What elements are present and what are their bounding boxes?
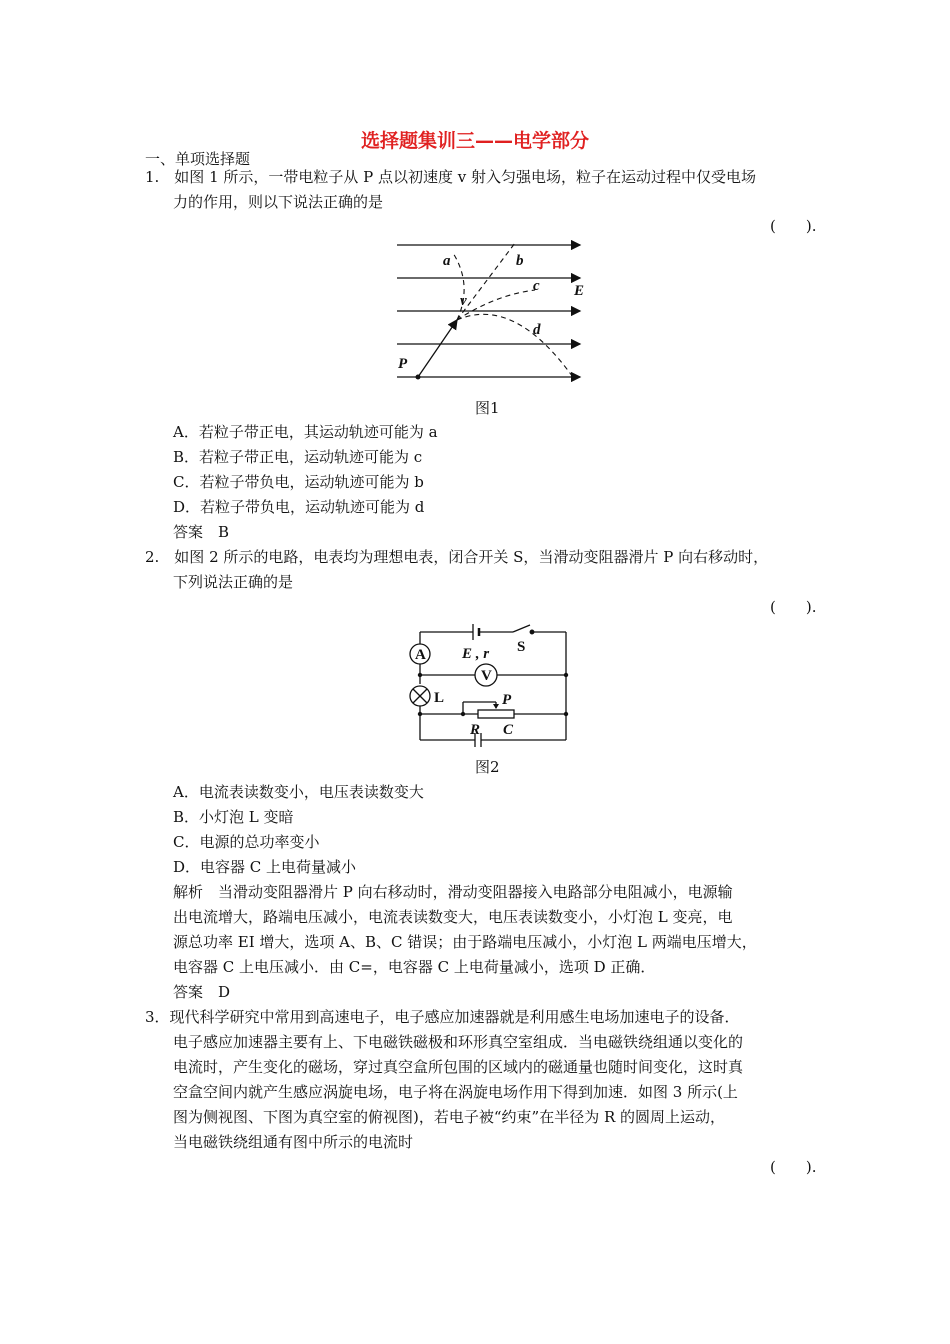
- q2-analysis-line3: 源总功率 EI 增大，选项 A、B、C 错误；由于路端电压减小，小灯泡 L 两端电压增大，: [173, 933, 757, 951]
- q1-answer-blank: ( ).: [770, 217, 817, 235]
- voltmeter-label: V: [481, 668, 492, 684]
- label-v: v: [460, 293, 467, 309]
- q3-answer-blank: ( ).: [770, 1158, 817, 1176]
- q2-circuit-figure: [398, 620, 578, 750]
- section-heading: 一、单项选择题: [145, 150, 251, 168]
- label-a: a: [443, 253, 451, 269]
- q2-analysis-line4: 电容器 C 上电压减小．由 C=，电容器 C 上电荷量减小，选项 D 正确．: [173, 958, 656, 976]
- q2-option-d: D．电容器 C 上电荷量减小: [173, 858, 357, 876]
- q2-analysis-line1: 解析 当滑动变阻器滑片 P 向右移动时，滑动变阻器接入电路部分电阻减小，电源输: [173, 883, 733, 901]
- q2-analysis-line2: 出电流增大，路端电压减小，电流表读数变大，电压表读数变小，小灯泡 L 变亮，电: [173, 908, 733, 926]
- label-b: b: [516, 253, 524, 269]
- field-lines: [397, 245, 580, 377]
- q1-stem-line2: 力的作用，则以下说法正确的是: [173, 193, 384, 211]
- q2-option-c: C．电源的总功率变小: [173, 833, 320, 851]
- q3-line5: 图为侧视图、下图为真空室的俯视图)，若电子被“约束”在半径为 R 的圆周上运动，: [173, 1108, 726, 1126]
- label-d: d: [533, 322, 541, 338]
- q1-answer: 答案 B: [173, 523, 230, 541]
- label-E: E: [574, 283, 585, 299]
- switch-label: S: [517, 639, 526, 655]
- lamp-label: L: [434, 690, 445, 706]
- q2-stem-line2: 下列说法正确的是: [173, 573, 294, 591]
- q2-stem-line1: 2. 如图 2 所示的电路，电表均为理想电表，闭合开关 S，当滑动变阻器滑片 P 向右移动时，: [145, 548, 769, 566]
- velocity-arrow: [418, 320, 457, 377]
- label-P: P: [398, 356, 408, 372]
- q1-option-c: C．若粒子带负电，运动轨迹可能为 b: [173, 473, 424, 491]
- q1-option-a: A．若粒子带正电，其运动轨迹可能为 a: [173, 423, 438, 441]
- q1-option-b: B．若粒子带正电，运动轨迹可能为 c: [173, 448, 423, 466]
- emf-label: E , r: [462, 646, 490, 662]
- resistor-label: R: [470, 722, 481, 738]
- q3-line3: 电流时，产生变化的磁场，穿过真空盒所包围的区域内的磁通量也随时间变化，这时真: [173, 1058, 744, 1076]
- q1-figure-caption: 图1: [475, 399, 500, 417]
- q1-field-figure: [385, 235, 595, 390]
- q3-line6: 当电磁铁绕组通有图中所示的电流时: [173, 1133, 414, 1151]
- slider-label: P: [502, 692, 512, 708]
- capacitor-label: C: [503, 722, 514, 738]
- q2-answer: 答案 D: [173, 983, 231, 1001]
- q3-line4: 空盒空间内就产生感应涡旋电场，电子将在涡旋电场作用下得到加速．如图 3 所示(上: [173, 1083, 738, 1101]
- point-p-dot: [416, 375, 421, 380]
- q2-option-b: B．小灯泡 L 变暗: [173, 808, 294, 826]
- q2-answer-blank: ( ).: [770, 598, 817, 616]
- q2-figure-caption: 图2: [475, 758, 500, 776]
- q1-option-d: D．若粒子带负电，运动轨迹可能为 d: [173, 498, 425, 516]
- q3-line2: 电子感应加速器主要有上、下电磁铁磁极和环形真空室组成．当电磁铁绕组通以变化的: [173, 1033, 744, 1051]
- ammeter-label: A: [415, 647, 426, 663]
- q1-stem-line1: 1. 如图 1 所示，一带电粒子从 P 点以初速度 v 射入匀强电场，粒子在运动过程中仅受电场: [145, 168, 757, 186]
- q2-option-a: A．电流表读数变小，电压表读数变大: [173, 783, 424, 801]
- page-title: 选择题集训三——电学部分: [360, 130, 589, 152]
- q3-line1: 3．现代科学研究中常用到高速电子，电子感应加速器就是利用感生电场加速电子的设备．: [145, 1008, 740, 1026]
- label-c: c: [533, 278, 540, 294]
